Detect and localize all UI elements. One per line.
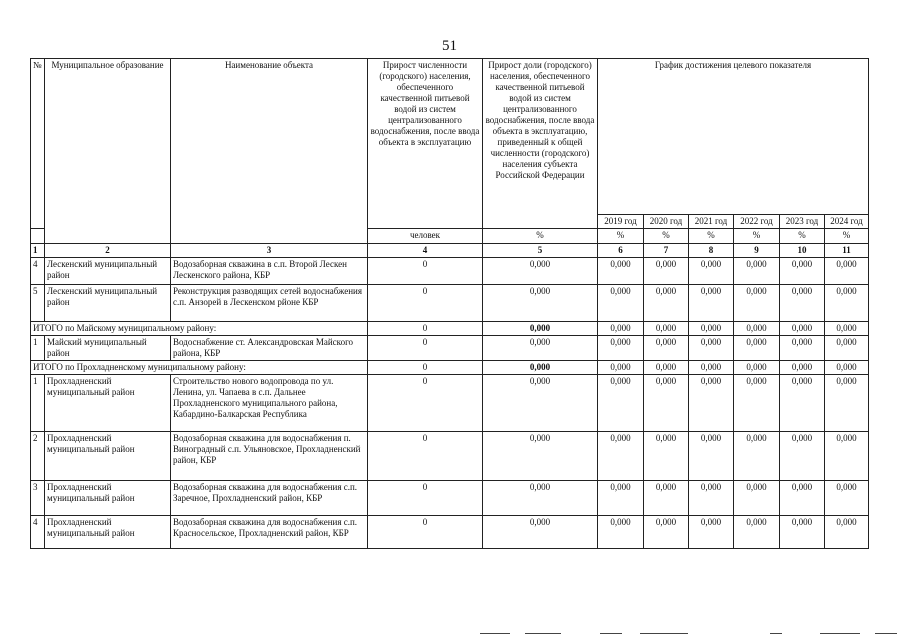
cell-num: 1	[31, 336, 45, 361]
unit-year: %	[644, 229, 689, 244]
cell-year-value: 0,000	[644, 258, 689, 285]
cell-object: Водозаборная скважина для водоснабжения п. Виноградный с.п. Ульяновское, Прохладненский район, КБР	[171, 432, 368, 481]
cell-year-value: 0,000	[689, 432, 734, 481]
cell-municipality: Лескенский муниципальный район	[45, 258, 171, 285]
unit-year: %	[734, 229, 780, 244]
cell-year-value: 0,000	[644, 361, 689, 375]
cell-year-value: 0,000	[689, 516, 734, 549]
cell-year-value: 0,000	[689, 322, 734, 336]
column-number: 5	[483, 244, 598, 258]
cell-municipality: Прохладненский муниципальный район	[45, 432, 171, 481]
unit-year: %	[598, 229, 644, 244]
table-row	[31, 285, 869, 322]
column-number: 8	[689, 244, 734, 258]
cell-num: 5	[31, 285, 45, 322]
cell-share: 0,000	[483, 258, 598, 285]
cell-year-value: 0,000	[780, 322, 825, 336]
column-number: 1	[31, 244, 45, 258]
table-row	[31, 432, 869, 481]
cell-year-value: 0,000	[780, 516, 825, 549]
footer-scan-marks	[0, 630, 905, 640]
cell-year-value: 0,000	[598, 258, 644, 285]
cell-object: Строительство нового водопровода по ул. Ленина, ул. Чапаева в с.п. Дальнее Прохладненского муниципального района, Кабардино-Балкарская Республика	[171, 375, 368, 432]
cell-num: 3	[31, 481, 45, 516]
total-label: ИТОГО по Прохладненскому муниципальному району:	[31, 361, 368, 375]
cell-municipality: Прохладненский муниципальный район	[45, 375, 171, 432]
column-number: 11	[825, 244, 869, 258]
cell-population: 0	[368, 481, 483, 516]
cell-year-value: 0,000	[825, 336, 869, 361]
unit-empty	[31, 229, 45, 244]
cell-population: 0	[368, 336, 483, 361]
column-number: 4	[368, 244, 483, 258]
cell-municipality: Майский муниципальный район	[45, 336, 171, 361]
cell-year-value: 0,000	[598, 322, 644, 336]
cell-year-value: 0,000	[598, 285, 644, 322]
cell-year-value: 0,000	[780, 336, 825, 361]
cell-share: 0,000	[483, 285, 598, 322]
cell-object: Водозаборная скважина для водоснабжения с.п. Красносельское, Прохладненский район, КБР	[171, 516, 368, 549]
column-number: 6	[598, 244, 644, 258]
cell-share: 0,000	[483, 361, 598, 375]
unit-year: %	[780, 229, 825, 244]
header-num: №	[31, 59, 45, 229]
cell-year-value: 0,000	[780, 258, 825, 285]
column-number: 2	[45, 244, 171, 258]
cell-year-value: 0,000	[780, 361, 825, 375]
cell-object: Водоснабжение ст. Александровская Майского района, КБР	[171, 336, 368, 361]
cell-year-value: 0,000	[825, 258, 869, 285]
column-number: 3	[171, 244, 368, 258]
cell-population: 0	[368, 285, 483, 322]
cell-year-value: 0,000	[825, 361, 869, 375]
total-label: ИТОГО по Майскому муниципальному району:	[31, 322, 368, 336]
header-year: 2023 год	[780, 215, 825, 229]
cell-year-value: 0,000	[734, 361, 780, 375]
cell-year-value: 0,000	[689, 481, 734, 516]
cell-year-value: 0,000	[780, 432, 825, 481]
cell-year-value: 0,000	[689, 258, 734, 285]
header-year: 2019 год	[598, 215, 644, 229]
cell-share: 0,000	[483, 481, 598, 516]
cell-year-value: 0,000	[644, 375, 689, 432]
total-row	[31, 322, 869, 336]
header-schedule: График достижения целевого показателя	[598, 59, 869, 215]
cell-year-value: 0,000	[780, 285, 825, 322]
header-municipality: Муниципальное образование	[45, 59, 171, 244]
column-number: 9	[734, 244, 780, 258]
table-row	[31, 516, 869, 549]
header-object: Наименование объекта	[171, 59, 368, 244]
cell-num: 4	[31, 258, 45, 285]
cell-year-value: 0,000	[734, 375, 780, 432]
cell-year-value: 0,000	[734, 516, 780, 549]
cell-num: 1	[31, 375, 45, 432]
cell-year-value: 0,000	[644, 285, 689, 322]
cell-share: 0,000	[483, 516, 598, 549]
cell-object: Водозаборная скважина в с.п. Второй Лескен Лескенского района, КБР	[171, 258, 368, 285]
header-year: 2022 год	[734, 215, 780, 229]
table-row	[31, 375, 869, 432]
cell-share: 0,000	[483, 336, 598, 361]
cell-year-value: 0,000	[825, 375, 869, 432]
cell-year-value: 0,000	[598, 375, 644, 432]
cell-share: 0,000	[483, 432, 598, 481]
cell-municipality: Прохладненский муниципальный район	[45, 481, 171, 516]
cell-population: 0	[368, 322, 483, 336]
cell-year-value: 0,000	[734, 258, 780, 285]
cell-population: 0	[368, 432, 483, 481]
cell-year-value: 0,000	[689, 285, 734, 322]
table-row	[31, 336, 869, 361]
cell-year-value: 0,000	[644, 322, 689, 336]
cell-object: Водозаборная скважина для водоснабжения с.п. Заречное, Прохладненский район, КБР	[171, 481, 368, 516]
cell-year-value: 0,000	[689, 361, 734, 375]
cell-year-value: 0,000	[780, 481, 825, 516]
cell-municipality: Лескенский муниципальный район	[45, 285, 171, 322]
unit-share: %	[483, 229, 598, 244]
total-row	[31, 361, 869, 375]
cell-year-value: 0,000	[644, 336, 689, 361]
cell-population: 0	[368, 361, 483, 375]
cell-share: 0,000	[483, 375, 598, 432]
cell-year-value: 0,000	[689, 336, 734, 361]
table-row	[31, 481, 869, 516]
unit-year: %	[825, 229, 869, 244]
cell-year-value: 0,000	[644, 432, 689, 481]
cell-year-value: 0,000	[825, 285, 869, 322]
cell-municipality: Прохладненский муниципальный район	[45, 516, 171, 549]
cell-num: 2	[31, 432, 45, 481]
page-number: 51	[442, 38, 457, 54]
cell-population: 0	[368, 375, 483, 432]
header-growth-share: Прирост доли (городского) населения, обеспеченного качественной питьевой водой из систем централизованного водоснабжения, после ввода объекта в эксплуатацию, приведенный к общей численности (городского) населения субъекта Российской Федерации	[483, 59, 598, 229]
cell-year-value: 0,000	[598, 336, 644, 361]
cell-year-value: 0,000	[644, 516, 689, 549]
cell-year-value: 0,000	[689, 375, 734, 432]
header-year: 2020 год	[644, 215, 689, 229]
header-year: 2021 год	[689, 215, 734, 229]
cell-year-value: 0,000	[598, 516, 644, 549]
cell-year-value: 0,000	[734, 322, 780, 336]
target-indicator-table	[30, 58, 869, 549]
cell-year-value: 0,000	[734, 285, 780, 322]
cell-object: Реконструкция разводящих сетей водоснабжения с.п. Анзорей в Лескенском рйоне КБР	[171, 285, 368, 322]
cell-year-value: 0,000	[734, 481, 780, 516]
cell-year-value: 0,000	[825, 481, 869, 516]
cell-population: 0	[368, 258, 483, 285]
cell-year-value: 0,000	[734, 432, 780, 481]
cell-year-value: 0,000	[825, 432, 869, 481]
cell-year-value: 0,000	[598, 481, 644, 516]
cell-year-value: 0,000	[825, 322, 869, 336]
table-row	[31, 258, 869, 285]
header-year: 2024 год	[825, 215, 869, 229]
unit-year: %	[689, 229, 734, 244]
cell-year-value: 0,000	[644, 481, 689, 516]
cell-year-value: 0,000	[598, 361, 644, 375]
header-growth-population: Прирост численности (городского) населения, обеспеченного качественной питьевой водой из систем централизованного водоснабжения, после ввода объекта в эксплуатацию	[368, 59, 483, 229]
unit-pop: человек	[368, 229, 483, 244]
column-number: 10	[780, 244, 825, 258]
cell-num: 4	[31, 516, 45, 549]
cell-year-value: 0,000	[734, 336, 780, 361]
cell-population: 0	[368, 516, 483, 549]
cell-share: 0,000	[483, 322, 598, 336]
column-number: 7	[644, 244, 689, 258]
cell-year-value: 0,000	[825, 516, 869, 549]
cell-year-value: 0,000	[780, 375, 825, 432]
cell-year-value: 0,000	[598, 432, 644, 481]
